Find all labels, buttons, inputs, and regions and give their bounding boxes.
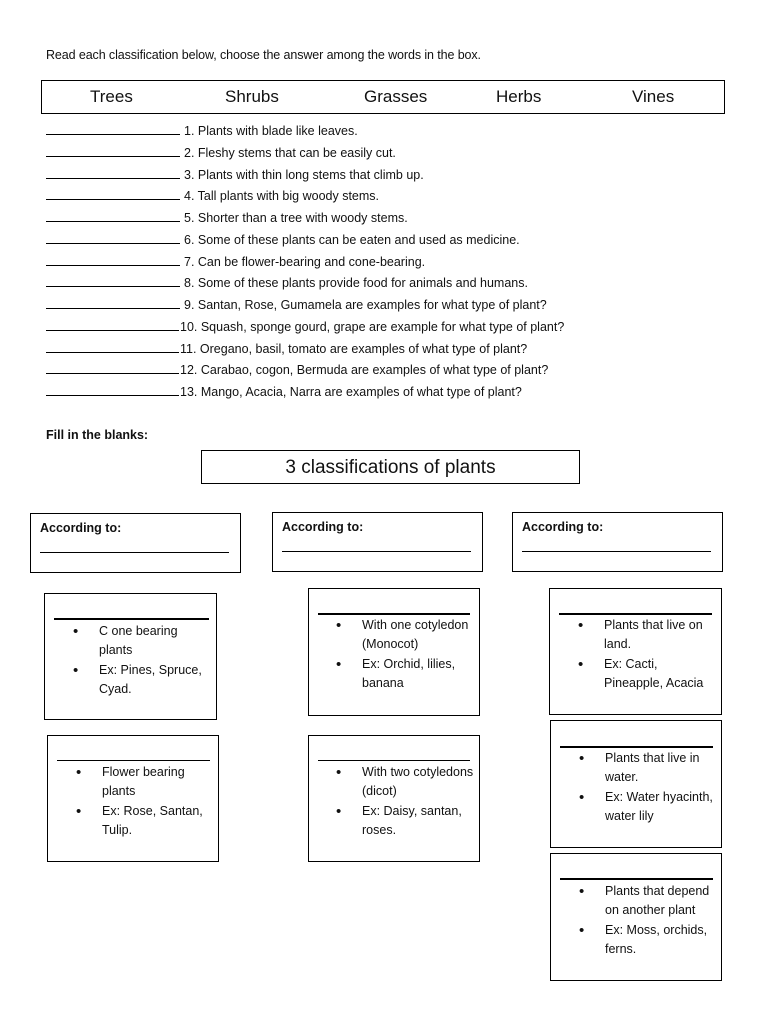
category-card	[550, 720, 722, 848]
question-text: 8. Some of these plants provide food for animals and humans.	[184, 276, 528, 290]
question-item	[46, 232, 520, 248]
according-blank[interactable]	[40, 552, 229, 553]
answer-blank[interactable]	[46, 210, 180, 222]
answer-blank[interactable]	[46, 188, 180, 200]
card-list	[74, 763, 214, 840]
question-item	[46, 319, 564, 335]
card-item: • Plants that live in water.	[577, 749, 717, 788]
answer-blank[interactable]	[46, 275, 180, 287]
word-trees: Trees	[90, 87, 133, 106]
instructions: Read each classification below, choose the answer among the words in the box.	[46, 48, 481, 62]
category-card	[549, 588, 722, 715]
answer-blank[interactable]	[46, 167, 180, 179]
question-item	[46, 254, 425, 270]
answer-blank[interactable]	[46, 123, 180, 135]
card-title-blank[interactable]	[559, 613, 712, 615]
classification-title-box	[201, 450, 580, 484]
question-text: 10. Squash, sponge gourd, grape are example for what type of plant?	[180, 320, 565, 334]
question-item	[46, 188, 379, 204]
according-label: According to:	[522, 520, 604, 534]
question-item	[46, 210, 408, 226]
according-box-1	[30, 513, 241, 573]
question-item	[46, 123, 358, 139]
card-item: • Ex: Orchid, lilies, banana	[334, 655, 474, 694]
card-list	[334, 616, 474, 693]
question-text: 7. Can be flower-bearing and cone-bearing.	[184, 255, 426, 269]
answer-blank[interactable]	[46, 254, 180, 266]
card-list	[577, 749, 717, 826]
card-title-blank[interactable]	[54, 618, 209, 620]
question-text: 13. Mango, Acacia, Narra are examples of what type of plant?	[180, 385, 522, 399]
question-text: 5. Shorter than a tree with woody stems.	[184, 211, 408, 225]
according-blank[interactable]	[522, 551, 711, 552]
answer-blank[interactable]	[46, 297, 180, 309]
card-item: • With two cotyledons (dicot)	[334, 763, 474, 802]
answer-blank[interactable]	[46, 362, 179, 374]
word-box	[41, 80, 725, 114]
question-item	[46, 384, 522, 400]
according-label: According to:	[40, 521, 122, 535]
card-item: • Plants that depend on another plant	[577, 882, 717, 921]
card-list	[71, 622, 211, 699]
according-blank[interactable]	[282, 551, 471, 552]
category-card	[44, 593, 217, 720]
according-box-2	[272, 512, 483, 572]
answer-blank[interactable]	[46, 319, 179, 331]
fill-in-heading: Fill in the blanks:	[46, 428, 149, 442]
question-item	[46, 362, 548, 378]
category-card	[308, 735, 480, 862]
classification-title: 3 classifications of plants	[285, 457, 496, 478]
category-card	[308, 588, 480, 716]
card-item: • Ex: Moss, orchids, ferns.	[577, 921, 717, 960]
card-title-blank[interactable]	[318, 613, 470, 615]
question-item	[46, 297, 547, 313]
category-card	[47, 735, 219, 862]
question-text: 12. Carabao, cogon, Bermuda are examples of what type of plant?	[180, 363, 549, 377]
word-vines: Vines	[632, 87, 675, 106]
card-item: • Ex: Pines, Spruce, Cyad.	[71, 661, 211, 700]
answer-blank[interactable]	[46, 232, 180, 244]
card-title-blank[interactable]	[560, 746, 713, 748]
category-card	[550, 853, 722, 981]
card-title-blank[interactable]	[318, 760, 470, 761]
answer-blank[interactable]	[46, 341, 179, 353]
card-item: • Ex: Water hyacinth, water lily	[577, 788, 717, 827]
question-text: 1. Plants with blade like leaves.	[184, 124, 358, 138]
card-list	[576, 616, 716, 693]
question-item	[46, 145, 396, 161]
question-text: 6. Some of these plants can be eaten and used as medicine.	[184, 233, 520, 247]
question-text: 3. Plants with thin long stems that climb up.	[184, 168, 424, 182]
card-list	[334, 763, 474, 840]
question-text: 11. Oregano, basil, tomato are examples of what type of plant?	[180, 342, 528, 356]
card-title-blank[interactable]	[560, 878, 713, 880]
question-item	[46, 275, 528, 291]
word-herbs: Herbs	[496, 87, 542, 106]
answer-blank[interactable]	[46, 145, 180, 157]
card-item: • Flower bearing plants	[74, 763, 214, 802]
card-item: • With one cotyledon (Monocot)	[334, 616, 474, 655]
card-item: • Ex: Rose, Santan, Tulip.	[74, 802, 214, 841]
question-text: 9. Santan, Rose, Gumamela are examples for what type of plant?	[184, 298, 547, 312]
word-grasses: Grasses	[364, 87, 428, 106]
card-list	[577, 882, 717, 959]
according-label: According to:	[282, 520, 364, 534]
card-item: • Ex: Daisy, santan, roses.	[334, 802, 474, 841]
question-text: 2. Fleshy stems that can be easily cut.	[184, 146, 396, 160]
question-item	[46, 341, 527, 357]
question-item	[46, 167, 424, 183]
answer-blank[interactable]	[46, 384, 179, 396]
card-item: • Plants that live on land.	[576, 616, 716, 655]
card-item: • Ex: Cacti, Pineapple, Acacia	[576, 655, 716, 694]
card-title-blank[interactable]	[57, 760, 210, 761]
card-item: • C one bearing plants	[71, 622, 211, 661]
question-text: 4. Tall plants with big woody stems.	[184, 189, 380, 203]
word-shrubs: Shrubs	[225, 87, 279, 106]
according-box-3	[512, 512, 723, 572]
